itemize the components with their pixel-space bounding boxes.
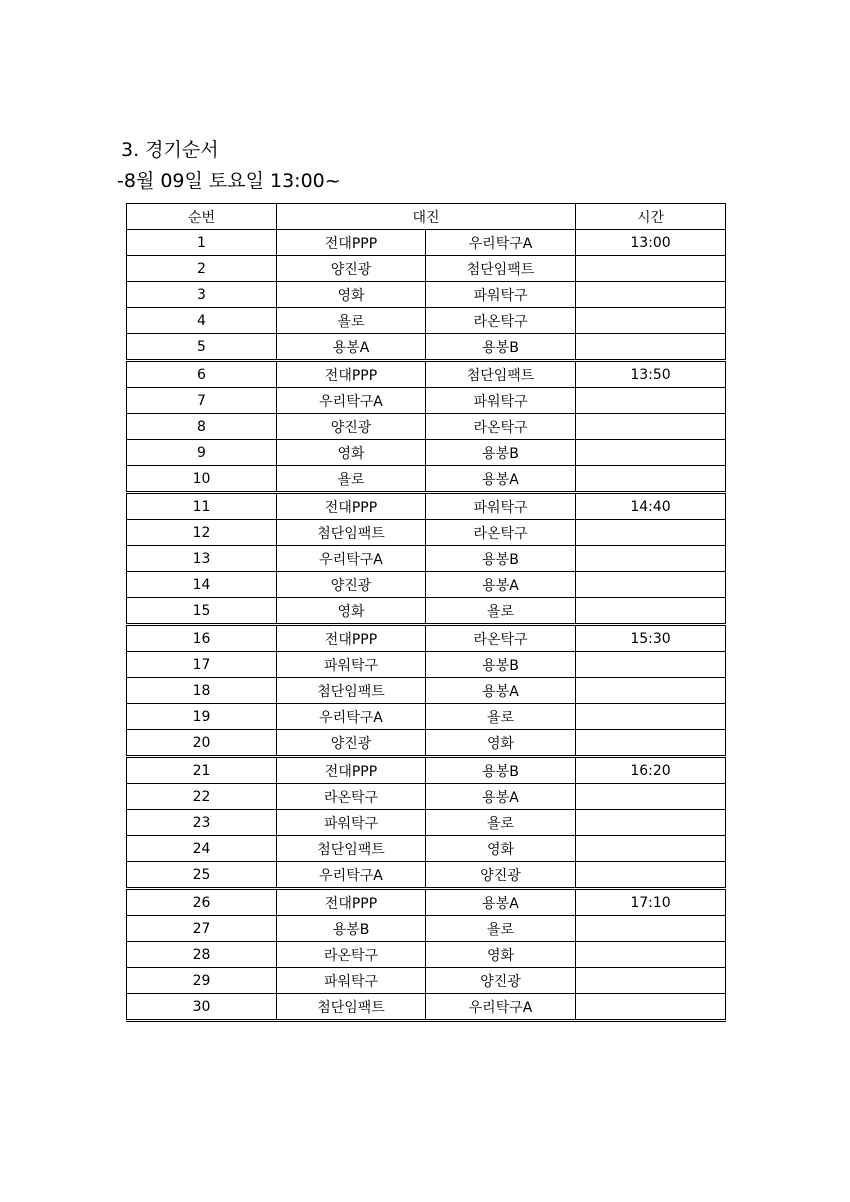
team-b-cell: 라온탁구 (426, 414, 576, 440)
table-row (127, 889, 726, 916)
team-b-cell: 영화 (426, 730, 576, 757)
team-a-cell: 파워탁구 (277, 968, 426, 994)
match-number-cell: 1 (127, 230, 277, 256)
table-row (127, 546, 726, 572)
team-a-cell: 우리탁구A (277, 388, 426, 414)
match-number-cell: 2 (127, 256, 277, 282)
table-row (127, 414, 726, 440)
team-b-cell: 라온탁구 (426, 308, 576, 334)
team-b-cell: 파워탁구 (426, 388, 576, 414)
team-a-cell: 용봉B (277, 916, 426, 942)
start-time-cell (576, 784, 726, 810)
table-row (127, 678, 726, 704)
team-a-cell: 전대PPP (277, 889, 426, 916)
table-row (127, 308, 726, 334)
start-time-cell (576, 942, 726, 968)
team-b-cell: 용봉A (426, 466, 576, 493)
team-b-cell: 용봉B (426, 334, 576, 361)
team-a-cell: 파워탁구 (277, 810, 426, 836)
team-a-cell: 전대PPP (277, 230, 426, 256)
team-b-cell: 용봉B (426, 757, 576, 784)
start-time-cell (576, 652, 726, 678)
start-time-cell: 13:00 (576, 230, 726, 256)
team-a-cell: 전대PPP (277, 625, 426, 652)
team-a-cell: 용봉A (277, 334, 426, 361)
table-row (127, 256, 726, 282)
start-time-cell (576, 678, 726, 704)
team-b-cell: 욜로 (426, 598, 576, 625)
start-time-cell (576, 256, 726, 282)
team-b-cell: 용봉B (426, 652, 576, 678)
table-row (127, 493, 726, 520)
start-time-cell (576, 862, 726, 889)
team-a-cell: 우리탁구A (277, 704, 426, 730)
start-time-cell: 13:50 (576, 361, 726, 388)
table-row (127, 572, 726, 598)
team-b-cell: 첨단임팩트 (426, 256, 576, 282)
start-time-cell (576, 836, 726, 862)
schedule-date: -8월 09일 토요일 13:00~ (117, 170, 341, 192)
table-row (127, 388, 726, 414)
start-time-cell (576, 334, 726, 361)
start-time-cell: 17:10 (576, 889, 726, 916)
team-a-cell: 전대PPP (277, 361, 426, 388)
start-time-cell (576, 810, 726, 836)
team-a-cell: 영화 (277, 282, 426, 308)
table-header-row (127, 204, 726, 230)
match-number-cell: 9 (127, 440, 277, 466)
table-row (127, 942, 726, 968)
start-time-cell (576, 704, 726, 730)
table-row (127, 282, 726, 308)
start-time-cell (576, 388, 726, 414)
start-time-cell (576, 546, 726, 572)
team-a-cell: 라온탁구 (277, 942, 426, 968)
team-b-cell: 용봉A (426, 889, 576, 916)
team-a-cell: 욜로 (277, 308, 426, 334)
start-time-cell (576, 730, 726, 757)
team-a-cell: 욜로 (277, 466, 426, 493)
table-row (127, 466, 726, 493)
team-a-cell: 양진광 (277, 256, 426, 282)
team-a-cell: 우리탁구A (277, 862, 426, 889)
start-time-cell: 16:20 (576, 757, 726, 784)
match-number-cell: 11 (127, 493, 277, 520)
start-time-cell: 15:30 (576, 625, 726, 652)
table-row (127, 652, 726, 678)
match-number-cell: 15 (127, 598, 277, 625)
team-b-cell: 우리탁구A (426, 994, 576, 1021)
team-b-cell: 라온탁구 (426, 625, 576, 652)
team-b-cell: 용봉A (426, 572, 576, 598)
start-time-cell: 14:40 (576, 493, 726, 520)
column-header-match: 대진 (277, 204, 576, 230)
team-b-cell: 욜로 (426, 704, 576, 730)
team-b-cell: 영화 (426, 836, 576, 862)
match-number-cell: 10 (127, 466, 277, 493)
match-number-cell: 3 (127, 282, 277, 308)
start-time-cell (576, 598, 726, 625)
team-a-cell: 첨단임팩트 (277, 520, 426, 546)
team-b-cell: 욜로 (426, 810, 576, 836)
match-number-cell: 19 (127, 704, 277, 730)
match-number-cell: 25 (127, 862, 277, 889)
team-a-cell: 양진광 (277, 730, 426, 757)
team-b-cell: 양진광 (426, 968, 576, 994)
team-a-cell: 영화 (277, 440, 426, 466)
table-row (127, 810, 726, 836)
match-number-cell: 23 (127, 810, 277, 836)
table-row (127, 968, 726, 994)
team-b-cell: 파워탁구 (426, 493, 576, 520)
team-a-cell: 양진광 (277, 572, 426, 598)
match-number-cell: 12 (127, 520, 277, 546)
match-number-cell: 29 (127, 968, 277, 994)
team-a-cell: 라온탁구 (277, 784, 426, 810)
start-time-cell (576, 308, 726, 334)
column-header-number: 순번 (127, 204, 277, 230)
match-number-cell: 7 (127, 388, 277, 414)
match-number-cell: 8 (127, 414, 277, 440)
team-b-cell: 영화 (426, 942, 576, 968)
team-b-cell: 첨단임팩트 (426, 361, 576, 388)
team-b-cell: 파워탁구 (426, 282, 576, 308)
team-b-cell: 우리탁구A (426, 230, 576, 256)
match-number-cell: 18 (127, 678, 277, 704)
team-b-cell: 용봉A (426, 678, 576, 704)
team-a-cell: 영화 (277, 598, 426, 625)
match-number-cell: 24 (127, 836, 277, 862)
table-row (127, 730, 726, 757)
team-a-cell: 전대PPP (277, 757, 426, 784)
match-schedule-table (126, 203, 726, 1022)
table-row (127, 916, 726, 942)
table-row (127, 757, 726, 784)
match-number-cell: 13 (127, 546, 277, 572)
start-time-cell (576, 994, 726, 1021)
start-time-cell (576, 466, 726, 493)
table-row (127, 440, 726, 466)
column-header-time: 시간 (576, 204, 726, 230)
table-row (127, 520, 726, 546)
match-number-cell: 30 (127, 994, 277, 1021)
match-number-cell: 4 (127, 308, 277, 334)
team-b-cell: 용봉A (426, 784, 576, 810)
start-time-cell (576, 440, 726, 466)
team-a-cell: 첨단임팩트 (277, 836, 426, 862)
match-number-cell: 16 (127, 625, 277, 652)
match-number-cell: 21 (127, 757, 277, 784)
start-time-cell (576, 916, 726, 942)
team-a-cell: 우리탁구A (277, 546, 426, 572)
table-row (127, 334, 726, 361)
start-time-cell (576, 572, 726, 598)
team-b-cell: 용봉B (426, 440, 576, 466)
team-a-cell: 첨단임팩트 (277, 678, 426, 704)
match-number-cell: 14 (127, 572, 277, 598)
team-b-cell: 용봉B (426, 546, 576, 572)
team-b-cell: 양진광 (426, 862, 576, 889)
start-time-cell (576, 414, 726, 440)
team-a-cell: 양진광 (277, 414, 426, 440)
table-row (127, 704, 726, 730)
start-time-cell (576, 520, 726, 546)
table-row (127, 784, 726, 810)
match-number-cell: 22 (127, 784, 277, 810)
table-row (127, 361, 726, 388)
table-row (127, 625, 726, 652)
start-time-cell (576, 282, 726, 308)
table-row (127, 862, 726, 889)
table-row (127, 598, 726, 625)
match-number-cell: 20 (127, 730, 277, 757)
match-number-cell: 28 (127, 942, 277, 968)
team-a-cell: 파워탁구 (277, 652, 426, 678)
team-a-cell: 전대PPP (277, 493, 426, 520)
match-number-cell: 17 (127, 652, 277, 678)
match-number-cell: 5 (127, 334, 277, 361)
team-b-cell: 욜로 (426, 916, 576, 942)
team-b-cell: 라온탁구 (426, 520, 576, 546)
match-number-cell: 6 (127, 361, 277, 388)
team-a-cell: 첨단임팩트 (277, 994, 426, 1021)
start-time-cell (576, 968, 726, 994)
table-row (127, 994, 726, 1021)
section-heading: 3. 경기순서 (121, 139, 219, 161)
match-number-cell: 27 (127, 916, 277, 942)
table-row (127, 836, 726, 862)
table-row (127, 230, 726, 256)
match-number-cell: 26 (127, 889, 277, 916)
